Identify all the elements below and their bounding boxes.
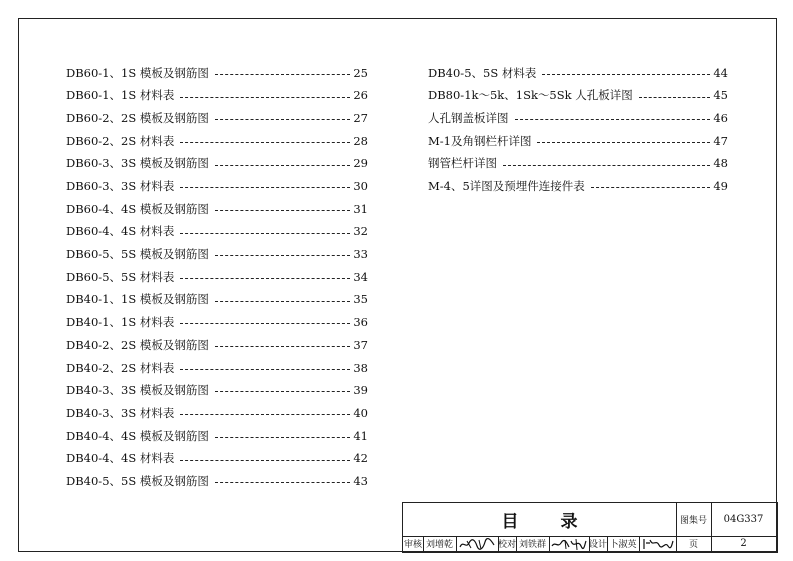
toc-leader-line <box>180 323 350 324</box>
toc-entry-title: DB40-3、3S 模板及钢筋图 <box>66 383 209 398</box>
toc-entry <box>66 425 368 448</box>
toc-leader-line <box>215 119 351 120</box>
toc-entry-title: DB60-4、4S 模板及钢筋图 <box>66 201 209 216</box>
toc-entry-page: 35 <box>353 292 368 307</box>
toc-entry <box>66 130 368 153</box>
toc-entry-page: 49 <box>713 179 728 194</box>
toc-entry-title: DB60-4、4S 材料表 <box>66 224 175 239</box>
toc-leader-line <box>215 210 351 211</box>
toc-entry <box>66 244 368 267</box>
toc-entry-title: DB60-1、1S 模板及钢筋图 <box>66 65 209 80</box>
toc-entry-title: DB60-3、3S 材料表 <box>66 179 175 194</box>
toc-leader-line <box>215 74 351 75</box>
toc-entry-title: DB60-2、2S 材料表 <box>66 133 175 148</box>
toc-entry-page: 37 <box>353 337 368 352</box>
toc-entry <box>66 266 368 289</box>
toc-entry-title: DB40-2、2S 模板及钢筋图 <box>66 337 209 352</box>
toc-entry <box>66 312 368 335</box>
signature-icon <box>457 537 497 551</box>
toc-leader-line <box>591 187 711 188</box>
toc-entry-title: DB40-4、4S 材料表 <box>66 451 175 466</box>
toc-leader-line <box>542 74 710 75</box>
toc-entry-title: DB40-4、4S 模板及钢筋图 <box>66 428 209 443</box>
toc-leader-line <box>215 482 351 483</box>
signature-icon <box>641 537 675 551</box>
toc-entry-page: 45 <box>713 88 728 103</box>
toc-entry-page: 30 <box>353 179 368 194</box>
toc-entry-page: 32 <box>353 224 368 239</box>
toc-leader-line <box>537 142 710 143</box>
toc-leader-line <box>215 301 351 302</box>
toc-entry-page: 25 <box>353 65 368 80</box>
toc-entry <box>66 470 368 493</box>
reviewer-name: 刘增乾 <box>425 540 453 550</box>
toc-leader-line <box>180 233 350 234</box>
toc-entry <box>428 153 728 176</box>
toc-entry-title: DB60-5、5S 模板及钢筋图 <box>66 247 209 262</box>
toc-leader-line <box>180 187 350 188</box>
toc-entry-page: 44 <box>713 65 728 80</box>
design-label: 设计 <box>589 540 608 550</box>
checker-signature <box>549 536 589 551</box>
toc-entry-page: 47 <box>713 133 728 148</box>
check-label: 校对 <box>498 540 517 550</box>
toc-entry-page: 29 <box>353 156 368 171</box>
toc-entry-title: DB60-1、1S 材料表 <box>66 88 175 103</box>
toc-entry-title: DB60-5、5S 材料表 <box>66 269 175 284</box>
toc-leader-line <box>180 460 350 461</box>
toc-leader-line <box>180 278 350 279</box>
toc-entry <box>66 85 368 108</box>
designer-name: 卜淑英 <box>609 540 637 550</box>
toc-leader-line <box>180 369 350 370</box>
toc-leader-line <box>180 414 350 415</box>
toc-entry-title: M-1及角钢栏杆详图 <box>428 133 532 148</box>
toc-entry-title: DB40-5、5S 材料表 <box>428 65 537 80</box>
title-block <box>402 502 778 553</box>
toc-entry-title: M-4、5详图及预埋件连接件表 <box>428 179 585 194</box>
toc-entry-page: 26 <box>353 88 368 103</box>
toc-left-column <box>66 62 368 493</box>
toc-entry-page: 39 <box>353 383 368 398</box>
toc-leader-line <box>639 97 711 98</box>
toc-entry-page: 33 <box>353 247 368 262</box>
toc-entry <box>428 107 728 130</box>
toc-entry <box>66 198 368 221</box>
toc-entry <box>428 62 728 85</box>
toc-entry-title: 人孔钢盖板详图 <box>428 110 509 125</box>
toc-entry-title: DB40-1、1S 材料表 <box>66 315 175 330</box>
toc-leader-line <box>215 391 351 392</box>
toc-entry-title: DB40-5、5S 模板及钢筋图 <box>66 473 209 488</box>
toc-right-column <box>428 62 728 198</box>
toc-entry-title: DB60-3、3S 模板及钢筋图 <box>66 156 209 171</box>
toc-leader-line <box>180 97 350 98</box>
toc-entry <box>428 130 728 153</box>
page-number: 2 <box>740 538 747 549</box>
signature-icon <box>550 537 588 551</box>
toc-entry-title: DB40-2、2S 材料表 <box>66 360 175 375</box>
toc-entry-page: 40 <box>353 405 368 420</box>
toc-leader-line <box>215 165 351 166</box>
toc-entry-page: 48 <box>713 156 728 171</box>
catalog-title: 目录 <box>501 512 620 532</box>
toc-leader-line <box>215 346 351 347</box>
toc-entry-page: 28 <box>353 133 368 148</box>
toc-entry-page: 41 <box>353 428 368 443</box>
designer-signature <box>639 536 676 551</box>
toc-leader-line <box>515 119 711 120</box>
toc-entry-title: DB40-3、3S 材料表 <box>66 405 175 420</box>
toc-entry <box>66 62 368 85</box>
toc-entry-title: DB60-2、2S 模板及钢筋图 <box>66 110 209 125</box>
toc-entry-page: 34 <box>353 269 368 284</box>
toc-entry-title: DB80-1k～5k、1Sk～5Sk 人孔板详图 <box>428 88 633 103</box>
toc-leader-line <box>215 255 351 256</box>
toc-entry-title: DB40-1、1S 模板及钢筋图 <box>66 292 209 307</box>
toc-entry-page: 42 <box>353 451 368 466</box>
toc-entry-page: 38 <box>353 360 368 375</box>
toc-entry-page: 31 <box>353 201 368 216</box>
atlas-number-label: 图集号 <box>679 516 707 526</box>
toc-entry <box>66 221 368 244</box>
toc-entry <box>66 448 368 471</box>
toc-leader-line <box>180 142 350 143</box>
toc-leader-line <box>503 165 710 166</box>
toc-entry-page: 43 <box>353 473 368 488</box>
toc-entry <box>66 380 368 403</box>
reviewer-signature <box>456 536 498 551</box>
toc-entry <box>66 357 368 380</box>
atlas-number-value: 04G337 <box>723 514 764 525</box>
toc-entry <box>66 334 368 357</box>
toc-leader-line <box>215 437 351 438</box>
page-label: 页 <box>688 540 698 550</box>
toc-entry-title: 钢管栏杆详图 <box>428 156 497 171</box>
toc-entry-page: 27 <box>353 110 368 125</box>
toc-entry <box>428 85 728 108</box>
review-label: 审核 <box>403 540 422 550</box>
toc-entry <box>66 153 368 176</box>
toc-entry-page: 46 <box>713 110 728 125</box>
toc-entry-page: 36 <box>353 315 368 330</box>
toc-entry <box>66 175 368 198</box>
checker-name: 刘铁群 <box>518 540 546 550</box>
toc-entry <box>66 402 368 425</box>
toc-entry <box>428 175 728 198</box>
toc-entry <box>66 289 368 312</box>
toc-entry <box>66 107 368 130</box>
